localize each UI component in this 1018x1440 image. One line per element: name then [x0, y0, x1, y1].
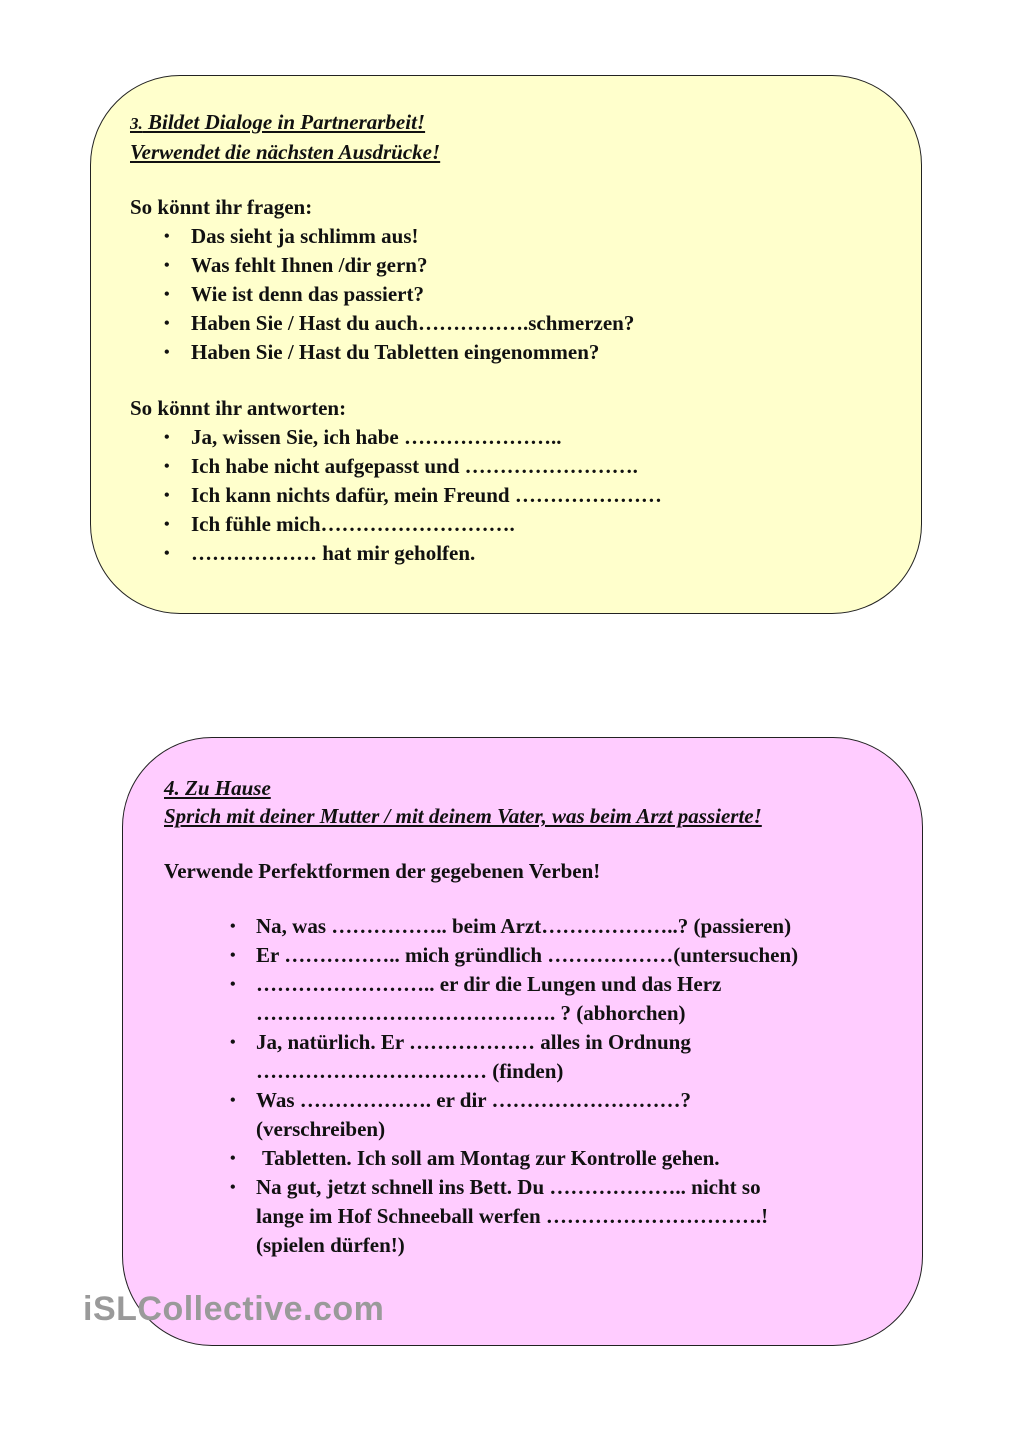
list-item-text: Was fehlt Ihnen /dir gern? [191, 253, 428, 277]
list-item [130, 423, 662, 452]
bullet-icon: • [230, 1179, 236, 1196]
list-item [130, 452, 662, 481]
bullet-icon: • [230, 976, 236, 993]
bullet-icon: • [164, 487, 170, 504]
list-item-text: (verschreiben) [256, 1117, 386, 1141]
list-item-text: Was ………………. er dir ………………………? [256, 1088, 691, 1112]
list-item [130, 222, 662, 251]
list-item-text: ……………… hat mir geholfen. [191, 541, 476, 565]
list-item [230, 912, 798, 941]
bullet-icon: • [230, 1150, 236, 1167]
bullet-icon: • [164, 315, 170, 332]
list-item [130, 280, 662, 309]
questions-heading: So könnt ihr fragen: [130, 195, 313, 219]
watermark-logo: iSLCollective.com [83, 1290, 385, 1328]
list-item [230, 941, 799, 970]
list-item-text: Ich habe nicht aufgepasst und ……………………. [191, 454, 638, 478]
bullet-icon: • [164, 286, 170, 303]
list-item [130, 338, 662, 367]
list-item-text: Na, was …………….. beim Arzt………………..? (passieren) [256, 914, 792, 938]
exercise-4-items [230, 912, 799, 1260]
list-item [130, 309, 662, 338]
answers-heading: So könnt ihr antworten: [130, 396, 347, 420]
bullet-icon: • [164, 257, 170, 274]
list-item-text: …………………………… (finden) [256, 1059, 564, 1083]
exercise-title-text: Bildet Dialoge in Partnerarbeit! [148, 110, 426, 134]
bullet-icon: • [164, 344, 170, 361]
exercise-3-subtitle: Verwendet die nächsten Ausdrücke! [130, 140, 441, 164]
list-item-text: Das sieht ja schlimm aus! [191, 224, 419, 248]
bullet-icon: • [164, 516, 170, 533]
bullet-icon: • [164, 545, 170, 562]
list-item-text: Ja, natürlich. Er ……………… alles in Ordnung [256, 1030, 691, 1054]
list-item-text: Tabletten. Ich soll am Montag zur Kontrolle gehen. [262, 1146, 720, 1170]
list-item-text: Wie ist denn das passiert? [191, 282, 424, 306]
list-item-text: ……………………………………. ? (abhorchen) [256, 1001, 686, 1025]
exercise-3-title [130, 108, 662, 138]
exercise-4-title: 4. Zu Hause [164, 776, 271, 800]
list-item-text: Ich kann nichts dafür, mein Freund ………………… [191, 483, 662, 507]
list-item [230, 1173, 798, 1260]
bullet-icon: • [164, 228, 170, 245]
list-item-text: Na gut, jetzt schnell ins Bett. Du ……………….. nicht so [256, 1175, 761, 1199]
list-item-text: lange im Hof Schneeball werfen ………………………….! [256, 1204, 769, 1228]
bullet-icon: • [230, 1092, 236, 1109]
bullet-icon: • [164, 458, 170, 475]
list-item [230, 1028, 798, 1086]
bullet-icon: • [164, 429, 170, 446]
list-item-text: Er …………….. mich gründlich ………………(untersuchen) [256, 943, 799, 967]
exercise-number: 3. [130, 114, 143, 133]
list-item-text: Ich fühle mich………………………. [191, 512, 515, 536]
exercise-4-list [230, 912, 799, 1260]
list-item [230, 970, 798, 1028]
list-item-text: Haben Sie / Hast du Tabletten eingenommen? [191, 340, 600, 364]
list-item [130, 481, 662, 510]
bullet-icon: • [230, 1034, 236, 1051]
list-item [130, 539, 662, 568]
bullet-icon: • [230, 947, 236, 964]
list-item-text: …………………….. er dir die Lungen und das Herz [256, 972, 722, 996]
list-item [130, 251, 662, 280]
instruction: Verwende Perfektformen der gegebenen Verben! [164, 859, 601, 883]
exercise-4-content [164, 774, 762, 914]
bullet-icon: • [230, 918, 236, 935]
questions-list [130, 222, 662, 367]
exercise-3-content [130, 108, 662, 568]
list-item-text: (spielen dürfen!) [256, 1233, 405, 1257]
answers-list [130, 423, 662, 568]
exercise-4-subtitle: Sprich mit deiner Mutter / mit deinem Vater, was beim Arzt passierte! [164, 804, 762, 828]
list-item [230, 1144, 798, 1173]
list-item [130, 510, 662, 539]
list-item-text: Haben Sie / Hast du auch…………….schmerzen? [191, 311, 635, 335]
list-item-text: Ja, wissen Sie, ich habe ………………….. [191, 425, 562, 449]
list-item [230, 1086, 798, 1144]
